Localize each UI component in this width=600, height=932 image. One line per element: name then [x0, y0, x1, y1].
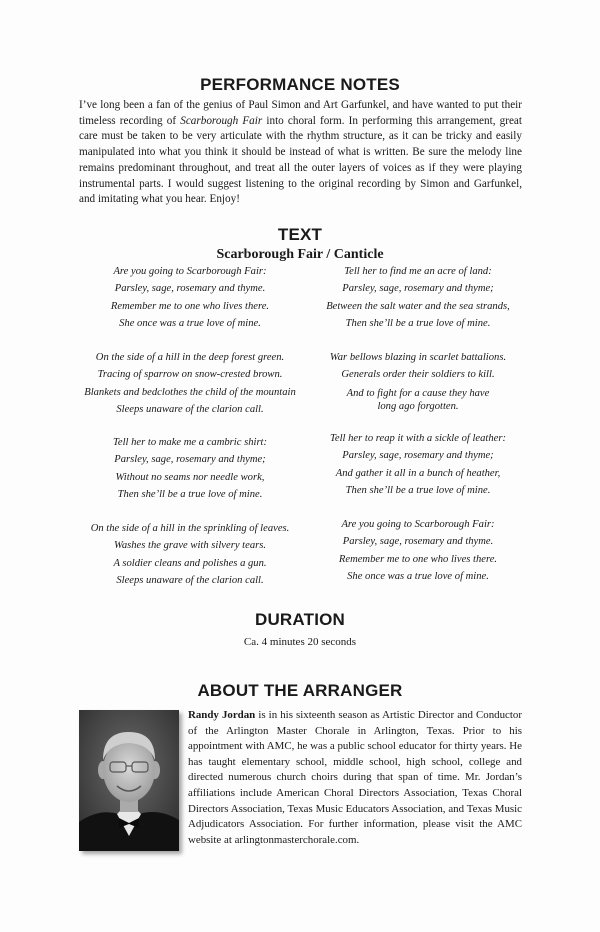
lyric-line: Then she’ll be a true love of mine. [345, 484, 491, 496]
lyric-line: War bellows blazing in scarlet battalions. [329, 352, 507, 363]
lyric-line: long ago forgotten. [377, 400, 459, 412]
lyric-line: Are you going to Scarborough Fair: [113, 266, 267, 277]
left-stanza-2 [76, 349, 304, 418]
left-stanza-4 [76, 520, 304, 589]
lyric-line: Between the salt water and the sea strands, [326, 300, 510, 312]
lyric-line: Then she’ll be a true love of mine. [117, 488, 263, 500]
lyric-line: She once was a true love of mine. [347, 570, 489, 582]
performance-notes-heading: PERFORMANCE NOTES [200, 75, 400, 94]
lyric-line: Remember me to one who lives there. [338, 553, 498, 565]
lyric-line: On the side of a hill in the sprinkling of leaves. [90, 523, 290, 534]
song-title: Scarborough Fair / Canticle [216, 247, 384, 262]
lyric-line: Tell her to reap it with a sickle of leather: [329, 433, 507, 444]
right-stanza-4 [306, 516, 530, 585]
lyric-line: Parsley, sage, rosemary and thyme. [114, 283, 266, 295]
lyric-line: On the side of a hill in the deep forest green. [95, 352, 285, 363]
lyric-line: Parsley, sage, rosemary and thyme; [342, 283, 494, 295]
duration-value: Ca. 4 minutes 20 seconds [243, 636, 357, 648]
lyric-line: Parsley, sage, rosemary and thyme; [114, 454, 266, 466]
about-arranger-heading: ABOUT THE ARRANGER [197, 681, 403, 700]
lyric-line: Without no seams nor needle work, [115, 471, 265, 483]
lyric-line: And gather it all in a bunch of heather, [335, 467, 501, 479]
arranger-name: Randy Jordan [188, 709, 256, 721]
lyric-line: Sleeps unaware of the clarion call. [116, 403, 264, 415]
lyric-line: Parsley, sage, rosemary and thyme. [342, 536, 494, 548]
arranger-portrait-image [79, 710, 179, 851]
arranger-bio [188, 708, 522, 848]
right-stanza-2 [306, 349, 530, 413]
arranger-bio-text: is in his sixteenth season as Artistic Director and Conductor of the Arlington Master Chorale in Arlington, Texas. Prior to his appointment with AMC, he was a public school educator for thirty years. He has taught elementary school, middle school, high school, college and directed numerous church choirs during that span of time. Mr. Jordan’s affiliations include American Choral Directors Association, Texas Choral Directors Association, Texas Music Educators Association, and Texas Music Adjudicators Association. For further information, please visit the AMC website at arlingtonmasterchorale.com. [188, 709, 522, 846]
lyric-line: She once was a true love of mine. [119, 317, 261, 329]
right-stanza-3 [306, 430, 530, 499]
lyric-line: Then she’ll be a true love of mine. [345, 317, 491, 329]
arranger-photo [79, 710, 179, 851]
lyric-line: Tracing of sparrow on snow-crested brown. [97, 369, 283, 381]
duration-heading: DURATION [254, 610, 346, 629]
lyric-line: Sleeps unaware of the clarion call. [116, 574, 264, 586]
lyric-line: Remember me to one who lives there. [110, 300, 270, 312]
notes-text-part-1: I’ve long been a fan of the genius of Paul Simon and Art Garfunkel, and have wanted to put their timeless recording of [79, 99, 522, 127]
lyric-line: Generals order their soldiers to kill. [341, 369, 495, 381]
lyric-line: Washes the grave with silvery tears. [113, 540, 267, 552]
lyric-line: And to fight for a cause they have [346, 387, 490, 399]
lyric-line: Tell her to find me an acre of land: [344, 266, 492, 277]
notes-song-title: Scarborough Fair [180, 114, 263, 127]
left-stanza-3 [76, 434, 304, 503]
lyric-line: Are you going to Scarborough Fair: [341, 519, 495, 530]
lyric-line: Tell her to make me a cambric shirt: [112, 437, 268, 448]
notes-text-part-2: into choral form. In performing this arrangement, great care must be taken to be very articulate with the rhythm structure, as it can be tricky and easily manipulated into what you think it should be instead of what is written. Be sure the melody line remains predominant throughout, and treat all the outer layers of voices as if they were playing instrumental parts. I would suggest listening to the original recording by Simon and Garfunkel, and imitating what you hear. Enjoy! [79, 114, 522, 206]
text-heading: TEXT [277, 225, 323, 244]
lyric-line: A soldier cleans and polishes a gun. [113, 557, 267, 569]
right-stanza-1 [306, 263, 530, 332]
performance-notes-text [79, 98, 522, 208]
left-stanza-1 [76, 263, 304, 332]
lyric-line: Parsley, sage, rosemary and thyme; [342, 450, 494, 462]
lyric-line: Blankets and bedclothes the child of the mountain [84, 386, 296, 398]
